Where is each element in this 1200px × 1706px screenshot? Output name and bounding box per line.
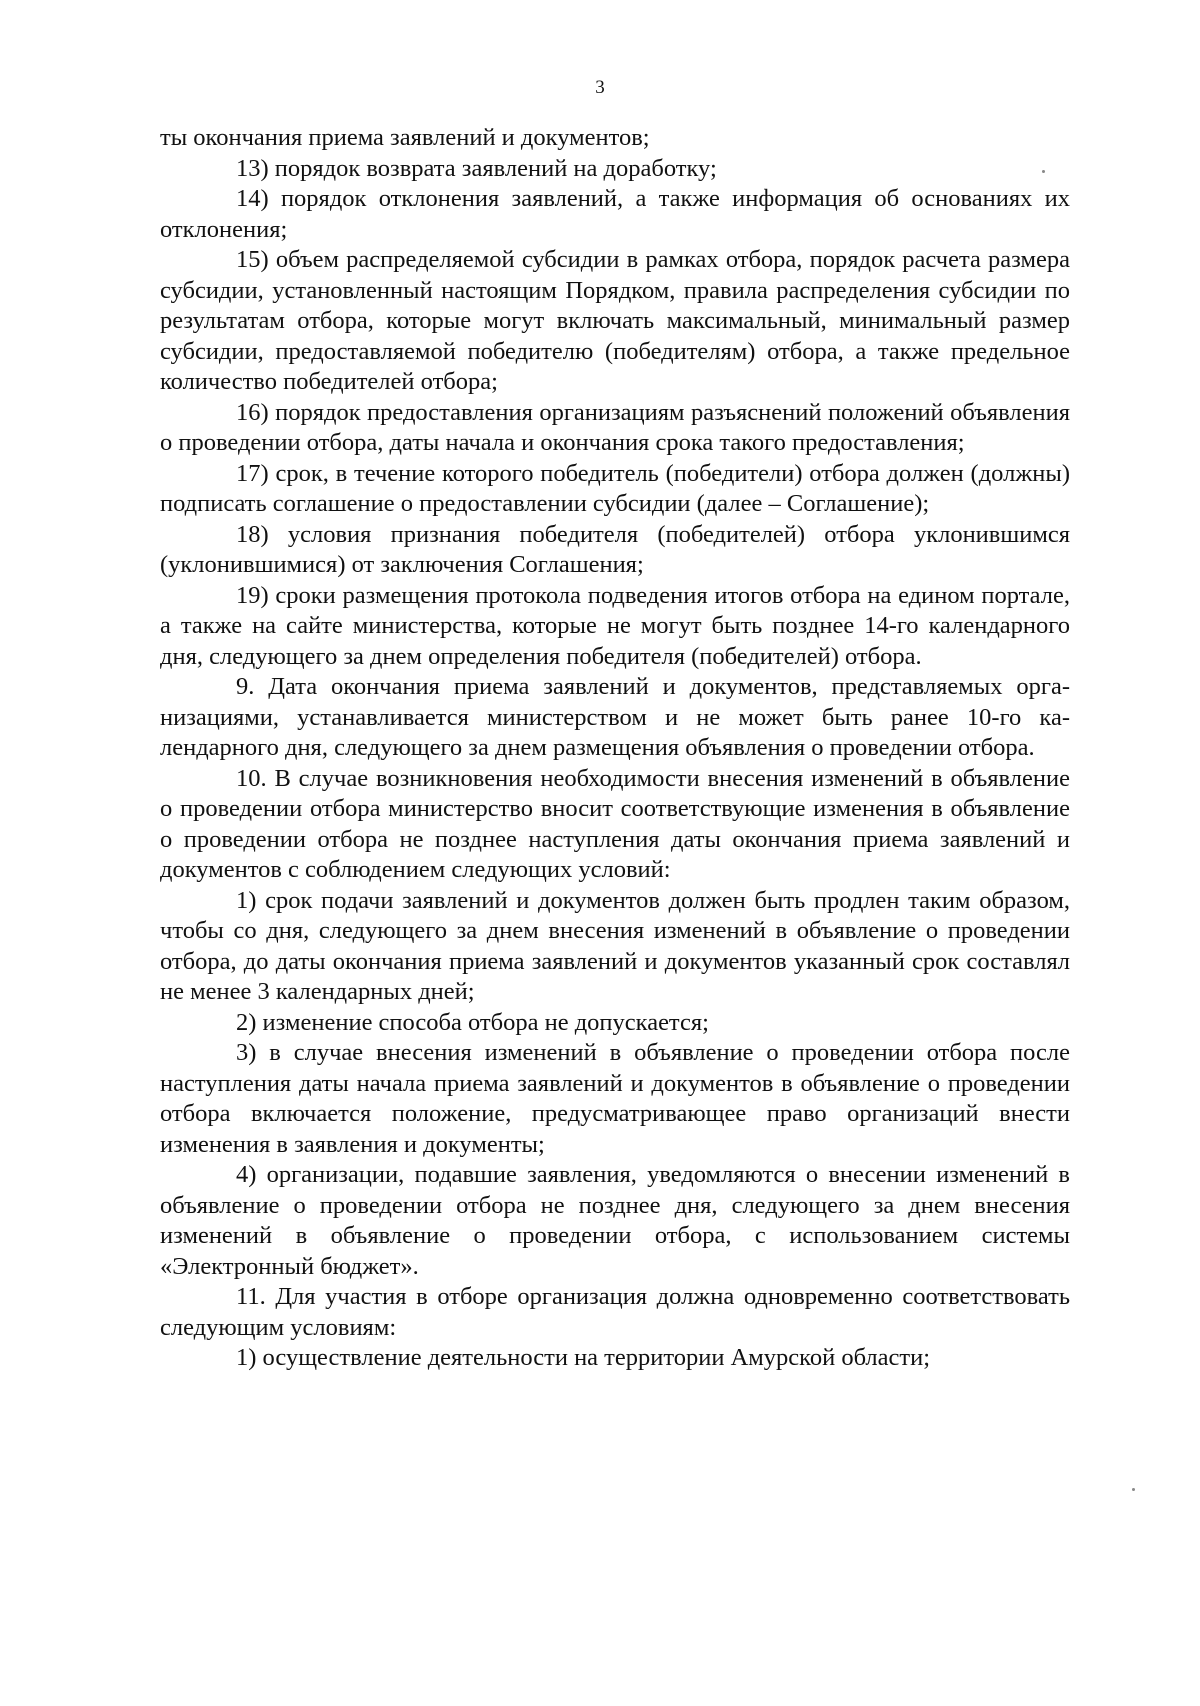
- paragraph: 18) условия признания победителя (победителей) отбора уклонившимся (уклонившимися) от заключения Соглашения;: [160, 520, 1070, 578]
- paragraph: 19) сроки размещения протокола подведения итогов отбора на едином портале, а также на сайте министерства, которые не могут быть позднее 14-го календарного дня, следующего за днем определения победителя (победителей) отбора.: [160, 581, 1070, 670]
- paragraph: 16) порядок предоставления организациям разъяснений положений объявления о проведении отбора, даты начала и окончания срока такого предоставления;: [160, 398, 1070, 456]
- scan-speck: [1042, 170, 1045, 173]
- document-body: [160, 123, 1070, 1374]
- paragraph: 11. Для участия в отборе организация должна одновременно соответствовать следующим условиям:: [160, 1283, 1070, 1341]
- paragraph: ты окончания приема заявлений и документов;: [160, 124, 650, 151]
- paragraph: 1) осуществление деятельности на территории Амурской области;: [236, 1344, 931, 1371]
- paragraph: 10. В случае возникновения необходимости внесения изменений в объявление о проведении отбора министерство вносит соответствующие изменения в объявление о проведении отбора не позднее наступления даты окончания приема заявлений и документов с соблюдением следующих условий:: [160, 764, 1070, 883]
- paragraph: 14) порядок отклонения заявлений, а также информация об основаниях их отклонения;: [160, 185, 1070, 243]
- page-number: 3: [595, 77, 605, 98]
- paragraph: 2) изменение способа отбора не допускается;: [236, 1008, 709, 1036]
- paragraph: 17) срок, в течение которого победитель (победители) отбора должен (должны) подписать соглашение о предоставлении субсидии (далее – Соглашение);: [160, 459, 1070, 517]
- scan-speck: [1132, 1488, 1135, 1491]
- paragraph: 1) срок подачи заявлений и документов должен быть продлен таким образом, чтобы со дня, следующего за днем внесения изменений в объявление о проведении отбора, до даты окончания приема заявлений и документов указанный срок составлял не менее 3 календарных дней;: [160, 886, 1070, 1005]
- paragraph: 4) организации, подавшие заявления, уведомляются о внесении изменений в объявление о проведении отбора не позднее дня, следующего за днем внесения изменений в объявление о проведении отбора, с использованием системы «Электронный бюджет».: [160, 1161, 1070, 1280]
- paragraph: 3) в случае внесения изменений в объявление о проведении отбора после наступления даты начала приема заявлений и документов в объявление о проведении отбора включается положение, предусматривающее право организаций внести изменения в заявления и документы;: [160, 1039, 1070, 1158]
- paragraph: 13) порядок возврата заявлений на доработку;: [236, 154, 717, 182]
- paragraph: 9. Дата окончания приема заявлений и документов, представляемых организациями, устанавливается министерством и не может быть ранее 10-го календарного дня, следующего за днем размещения объявления о проведении отбора.: [160, 673, 1070, 761]
- paragraph: 15) объем распределяемой субсидии в рамках отбора, порядок расчета размера субсидии, установленный настоящим Порядком, правила распределения субсидии по результатам отбора, которые могут включать максимальный, минимальный размер субсидии, предоставляемой победителю (победителям) отбора, а также предельное количество победителей отбора;: [160, 246, 1070, 395]
